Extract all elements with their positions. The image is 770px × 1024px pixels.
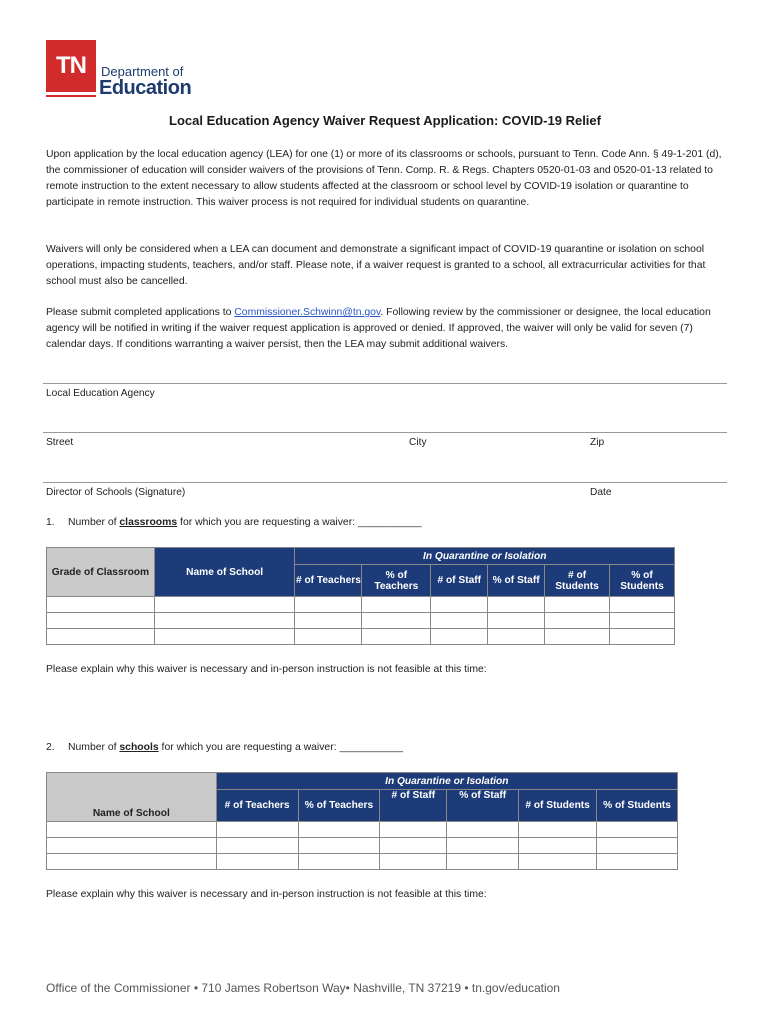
explain-prompt-1: Please explain why this waiver is necessary and in-person instruction is not feasible at this time: [46,664,487,675]
table-row[interactable] [47,613,675,629]
tn-logo-mark: TN [46,40,96,92]
schools-table [46,772,678,870]
table2-col-students-pct: % of Students [597,790,678,822]
commissioner-email-link[interactable]: Commissioner.Schwinn@tn.gov [234,307,381,318]
address-field-line [43,432,727,433]
table2-quarantine-group-header: In Quarantine or Isolation [216,773,677,790]
table-row[interactable] [47,838,678,854]
question-2 [46,742,403,753]
question-2-keyword: schools [119,742,159,753]
lea-field-line [43,383,727,384]
logo-underline [46,95,96,97]
table1-school-header: Name of School [154,548,295,597]
table2-col-teachers-count: # of Teachers [216,790,298,822]
submission-text-start: Please submit completed applications to [46,307,235,318]
table-row[interactable] [47,854,678,870]
table1-col-teachers-count: # of Teachers [295,565,362,597]
table2-school-header: Name of School [47,773,217,822]
table2-col-students-count: # of Students [519,790,597,822]
submission-paragraph [46,305,726,353]
table-row[interactable] [47,597,675,613]
document-title: Local Education Agency Waiver Request Application: COVID-19 Relief [169,113,601,128]
criteria-paragraph: Waivers will only be considered when a LEA can document and demonstrate a significant impact of COVID-19 quarantine or isolation on school operations, impacting students, teachers, and/or staff. Please note, if a waiver request is granted to a school, all extracurricular activities for that school must also be cancelled. [46,244,706,287]
date-field-label: Date [590,487,612,498]
lea-field-label: Local Education Agency [46,388,155,399]
question-1-keyword: classrooms [119,517,178,528]
question-1-text-end: for which you are requesting a waiver: ___________ [177,517,422,528]
question-1-text-start: Number of [68,517,120,528]
intro-paragraph: Upon application by the local education agency (LEA) for one (1) or more of its classrooms or schools, pursuant to Tenn. Code Ann. § 49-1-201 (d), the commissioner of education will consider waivers of the provisions of Tenn. Comp. R. & Regs. Chapters 0520-01-03 and 0520-01-13 related to remote instruction to the extent necessary to allow students affected at the classroom or school level by COVID-19 isolation or quarantine to participate in remote instruction. This waiver process is not required for individual students on quarantine. [46,149,722,208]
street-field-label: Street [46,437,74,448]
question-2-number: 2. [46,742,55,753]
logo-department-text: Department of [101,64,184,79]
table2-col-staff-pct: % of Staff [447,790,519,822]
question-1 [46,517,422,528]
table1-col-staff-count: # of Staff [431,565,488,597]
director-signature-label: Director of Schools (Signature) [46,487,186,498]
explain-prompt-2: Please explain why this waiver is necessary and in-person instruction is not feasible at this time: [46,889,487,900]
director-field-line [43,482,727,483]
table1-col-teachers-pct: % of Teachers [362,565,431,597]
table2-col-staff-count: # of Staff [380,790,447,822]
logo-education-text: Education [99,77,192,99]
table1-col-students-count: # of Students [545,565,610,597]
classrooms-table [46,547,675,645]
zip-field-label: Zip [590,437,605,448]
grade-of-classroom-header: Grade of Classroom [47,548,155,597]
table-row[interactable] [47,822,678,838]
table1-col-staff-pct: % of Staff [488,565,545,597]
table1-col-students-pct: % of Students [610,565,675,597]
page-footer: Office of the Commissioner • 710 James Robertson Way• Nashville, TN 37219 • tn.gov/education [46,981,560,995]
city-field-label: City [409,437,427,448]
question-2-text-end: for which you are requesting a waiver: ___________ [158,742,404,753]
question-2-text-start: Number of [68,742,120,753]
submission-text-end: . Following review by the commissioner or designee, the local education agency will be notified in writing if the waiver request application is approved or denied. If approved, the waiver will only be valid for seven (7) calendar days. If conditions warranting a waiver persist, then the LEA may submit additional waivers. [46,307,711,350]
question-1-number: 1. [46,517,55,528]
table2-col-teachers-pct: % of Teachers [298,790,380,822]
table-row[interactable] [47,629,675,645]
tn-doe-logo [46,40,191,100]
table1-quarantine-group-header: In Quarantine or Isolation [295,548,675,565]
